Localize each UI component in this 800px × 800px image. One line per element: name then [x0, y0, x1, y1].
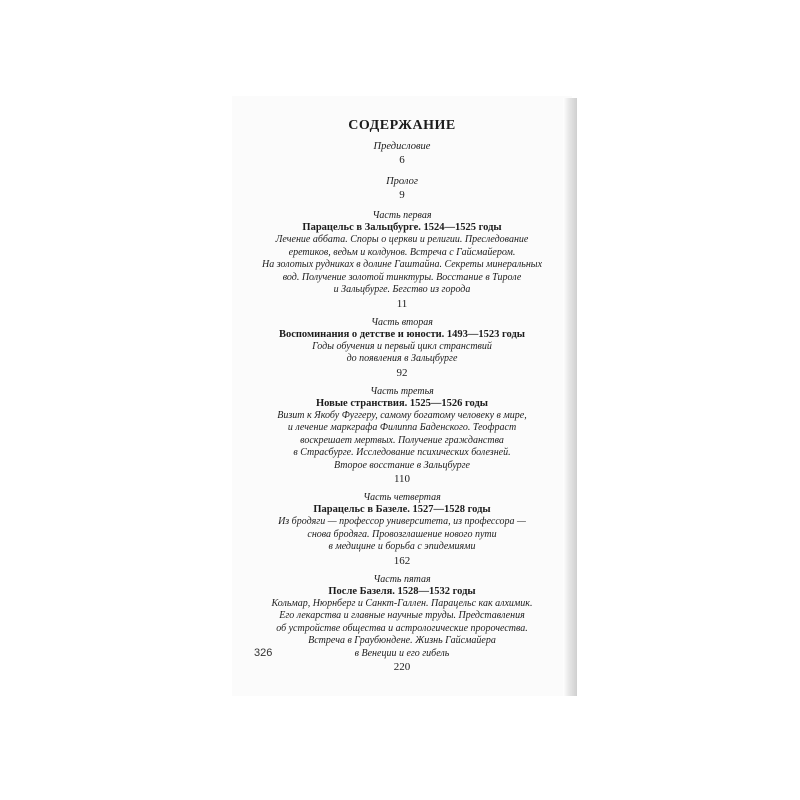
part-description-line: Годы обучения и первый цикл странствий [312, 340, 492, 352]
entry-label: Пролог [386, 176, 418, 187]
part-description-line: в Страсбурге. Исследование психических болезней. [293, 447, 511, 458]
entry-label: Предисловие [373, 141, 431, 152]
toc-entry-part-1 [232, 210, 572, 311]
part-description-line: Из бродяги — профессор университета, из профессора — [278, 516, 526, 527]
part-description-line: еретиков, ведьм и колдунов. Встреча с Гайсмайером. [288, 246, 516, 258]
part-title: Парацельс в Базеле. 1527—1528 годы [313, 504, 491, 515]
part-description-line: Визит к Якобу Фуггеру, самому богатому человеку в мире, [277, 409, 527, 421]
part-description-line: и лечение маркграфа Филиппа Баденского. Теофраст [287, 422, 517, 433]
part-title: После Базеля. 1528—1532 годы [328, 585, 476, 597]
page-number: 6 [399, 154, 405, 166]
part-description-line: до появления в Зальцбурге [346, 353, 458, 364]
part-title: Новые странствия. 1525—1526 годы [316, 397, 488, 409]
part-description-line: воскрешает мертвых. Получение гражданства [300, 434, 504, 446]
toc-title: СОДЕРЖАНИЕ [348, 118, 456, 133]
toc-entry-part-3 [232, 386, 572, 487]
part-description-line: Его лекарства и главные научные труды. Представления [279, 610, 525, 621]
page-number: 220 [393, 661, 411, 673]
part-description-line: в медицине и борьба с эпидемиями [328, 541, 476, 552]
toc-entry-part-2 [232, 317, 572, 380]
part-description-line: На золотых рудниках в долине Гаштайна. Секреты минеральных [261, 259, 543, 270]
part-title: Парацельс в Зальцбурге. 1524—1525 годы [302, 222, 502, 233]
part-label: Часть первая [372, 210, 432, 221]
part-description-line: Кольмар, Нюрнберг и Санкт-Галлен. Парацельс как алхимик. [271, 597, 533, 609]
page-number: 110 [393, 473, 411, 485]
part-description-line: Второе восстание в Зальцбурге [334, 459, 470, 471]
part-description-line: Встреча в Граубюндене. Жизнь Гайсмайера [308, 635, 496, 646]
part-description-line: в Венеции и его гибель [354, 647, 450, 659]
folio-page-number: 326 [254, 647, 273, 659]
part-description-line: об устройстве общества и астрологические пророчества. [276, 622, 528, 634]
page-number: 162 [393, 554, 411, 567]
toc-entry-preface [232, 140, 572, 167]
toc-entry-part-4 [232, 492, 572, 568]
part-description-line: Лечение аббата. Споры о церкви и религии. Преследование [275, 234, 529, 245]
toc-entry-part-5 [232, 574, 572, 675]
part-label: Часть вторая [371, 316, 433, 328]
part-label: Часть четвертая [363, 492, 441, 503]
part-label: Часть третья [370, 385, 434, 397]
part-description-line: вод. Получение золотой тинктуры. Восстание в Тироле [282, 271, 522, 283]
page-number: 9 [399, 189, 405, 201]
part-label: Часть пятая [373, 573, 431, 585]
page-number: 92 [396, 366, 408, 379]
part-description-line: и Зальцбурге. Бегство из города [333, 284, 471, 295]
part-title: Воспоминания о детстве и юности. 1493—1523 годы [278, 328, 526, 340]
part-description-line: снова бродяга. Провозглашение нового пути [307, 528, 497, 540]
table-of-contents [232, 118, 572, 680]
toc-entry-prologue [232, 175, 572, 202]
page-number: 11 [396, 297, 408, 310]
